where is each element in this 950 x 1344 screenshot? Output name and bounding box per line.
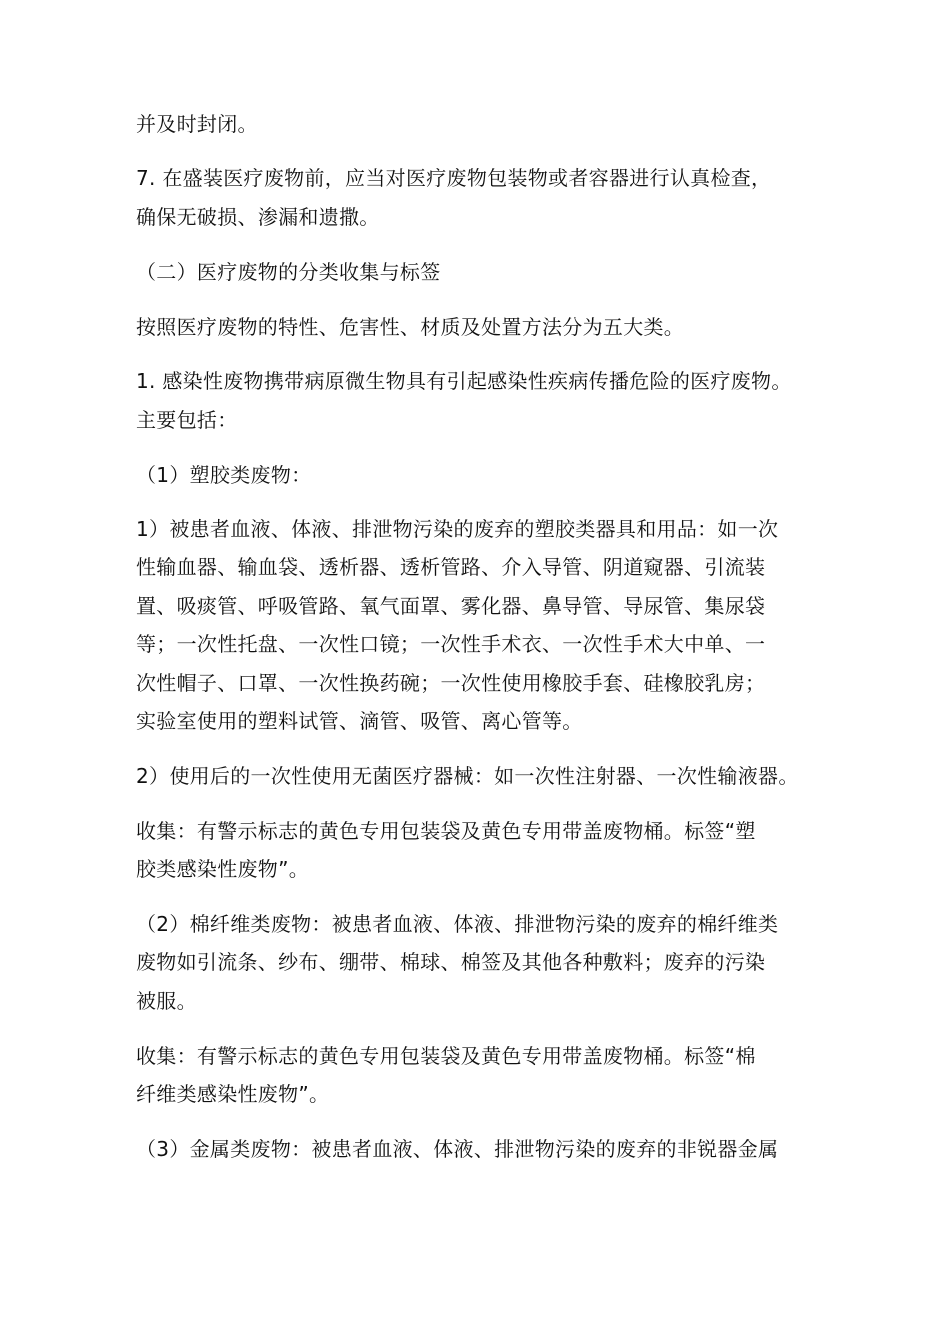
- text-line: 等；一次性托盘、一次性口镜；一次性手术衣、一次性手术大中单、一: [136, 632, 766, 656]
- text-line: 7. 在盛装医疗废物前，应当对医疗废物包装物或者容器进行认真检查，: [136, 166, 772, 190]
- text-line: 被服。: [136, 989, 197, 1013]
- subsection-heading: （1）塑胶类废物：: [136, 463, 312, 487]
- text-line: 废物如引流条、纱布、绷带、棉球、棉签及其他各种敷料；废弃的污染: [136, 950, 766, 974]
- text-line: 主要包括：: [136, 408, 238, 432]
- text-line: 收集：有警示标志的黄色专用包装袋及黄色专用带盖废物桶。标签“塑: [136, 819, 756, 843]
- text-line: 并及时封闭。: [136, 112, 258, 136]
- text-line: 置、吸痰管、呼吸管路、氧气面罩、雾化器、鼻导管、导尿管、集尿袋: [136, 594, 766, 618]
- text-line: 纤维类感染性废物”。: [136, 1082, 330, 1106]
- text-line: （2）棉纤维类废物：被患者血液、体液、排泄物污染的废弃的棉纤维类: [136, 912, 779, 936]
- text-line: 性输血器、输血袋、透析器、透析管路、介入导管、阴道窥器、引流装: [136, 555, 766, 579]
- text-line: 次性帽子、口罩、一次性换药碗；一次性使用橡胶手套、硅橡胶乳房；: [136, 671, 766, 695]
- text-line: 按照医疗废物的特性、危害性、材质及处置方法分为五大类。: [136, 315, 685, 339]
- text-line: 收集：有警示标志的黄色专用包装袋及黄色专用带盖废物桶。标签“棉: [136, 1044, 756, 1068]
- text-line: 实验室使用的塑料试管、滴管、吸管、离心管等。: [136, 709, 583, 733]
- text-line: 1）被患者血液、体液、排泄物污染的废弃的塑胶类器具和用品：如一次: [136, 517, 779, 541]
- section-heading: （二）医疗废物的分类收集与标签: [136, 260, 441, 284]
- text-line: （3）金属类废物：被患者血液、体液、排泄物污染的废弃的非锐器金属: [136, 1137, 779, 1161]
- text-line: 确保无破损、渗漏和遗撒。: [136, 205, 380, 229]
- text-line: 胶类感染性废物”。: [136, 857, 310, 881]
- text-line: 1. 感染性废物携带病原微生物具有引起感染性疾病传播危险的医疗废物。: [136, 369, 792, 393]
- text-line: 2）使用后的一次性使用无菌医疗器械：如一次性注射器、一次性输液器。: [136, 764, 799, 788]
